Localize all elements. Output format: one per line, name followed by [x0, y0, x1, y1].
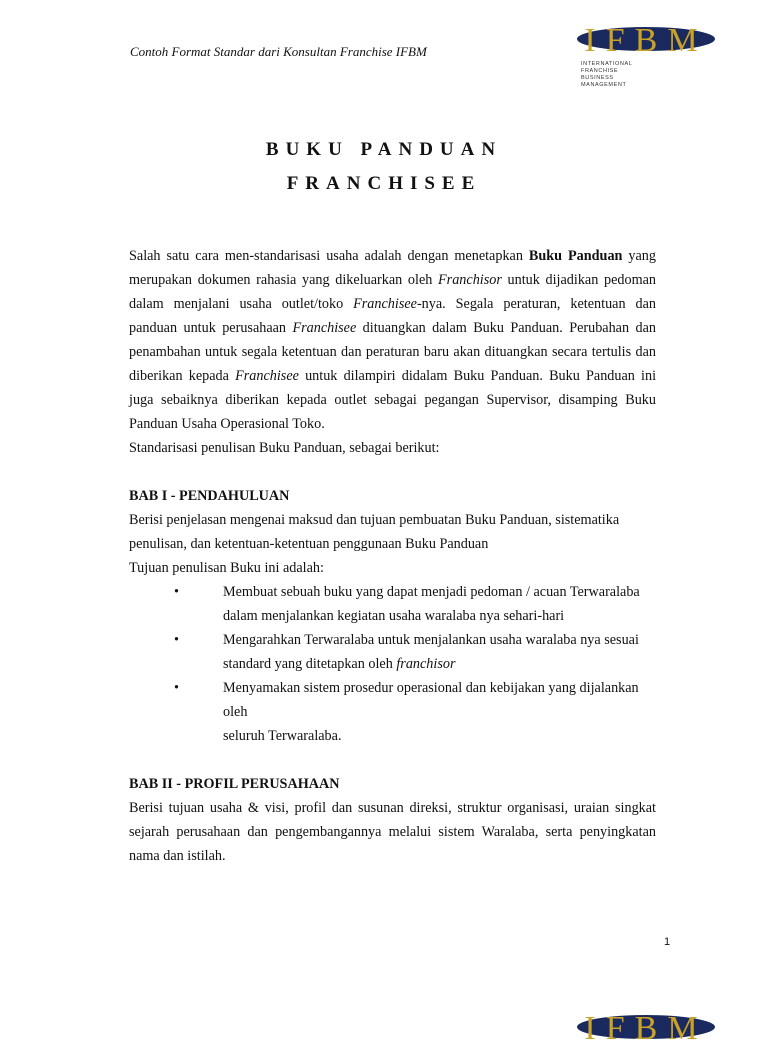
page-number: 1	[664, 936, 671, 948]
list-item: • Mengarahkan Terwaralaba untuk menjalankan usaha waralaba nya sesuai standard yang ditetapkan oleh franchisor	[129, 628, 656, 676]
bab1-heading: BAB I - PENDAHULUAN	[129, 488, 290, 504]
bab1-description-line2: penulisan, dan ketentuan-ketentuan penggunaan Buku Panduan	[129, 536, 489, 552]
bab1-bullet-list	[129, 580, 656, 748]
ifbm-logo-graphic	[576, 18, 716, 58]
bab2-heading: BAB II - PROFIL PERUSAHAAN	[129, 776, 340, 792]
document-body	[129, 244, 656, 868]
ifbm-logo-graphic	[576, 1006, 716, 1046]
document-title-line2: FRANCHISEE	[286, 173, 482, 194]
intro-paragraph: Salah satu cara men-standarisasi usaha adalah dengan menetapkan Buku Panduan yang merupakan dokumen rahasia yang dikeluarkan oleh Franchisor untuk dijadikan pedoman dalam menjalani usaha outlet/toko Franchisee-nya. Segala peraturan, ketentuan dan panduan untuk perusahaan Franchisee dituangkan dalam Buku Panduan. Perubahan dan penambahan untuk segala ketentuan dan peraturan baru akan dituangkan secara tertulis dan diberikan kepada Franchisee untuk dilampiri didalam Buku Panduan. Buku Panduan ini juga sebaiknya diberikan kepada outlet sebagai pegangan Supervisor, disamping Buku Panduan Usaha Operasional Toko.	[129, 248, 657, 432]
list-item: • Membuat sebuah buku yang dapat menjadi pedoman / acuan Terwaralaba dalam menjalankan kegiatan usaha waralaba nya sehari-hari	[129, 580, 656, 628]
logo-text: IFBM	[584, 22, 708, 59]
bab1-purpose-intro: Tujuan penulisan Buku ini adalah:	[129, 560, 324, 576]
bullet-icon: •	[174, 632, 179, 648]
ifbm-logo	[576, 18, 716, 89]
svg-text:IFBM: IFBM	[584, 1010, 708, 1047]
bab1-description-line1: Berisi penjelasan mengenai maksud dan tujuan pembuatan Buku Panduan, sistematika	[129, 512, 620, 528]
next-page-logo	[576, 1006, 716, 1047]
list-item: • Menyamakan sistem prosedur operasional dan kebijakan yang dijalankan oleh seluruh Terwaralaba.	[129, 676, 656, 748]
standardization-line: Standarisasi penulisan Buku Panduan, sebagai berikut:	[129, 440, 440, 456]
bab2-description: Berisi tujuan usaha & visi, profil dan susunan direksi, struktur organisasi, uraian singkat sejarah perusahaan dan pengembangannya melalui sistem Waralaba, serta penyingkatan nama dan istilah.	[129, 800, 656, 864]
bullet-icon: •	[174, 584, 179, 600]
bullet-icon: •	[174, 680, 179, 696]
header-note: Contoh Format Standar dari Konsultan Franchise IFBM	[130, 44, 427, 59]
document-title-line1: BUKU PANDUAN	[265, 139, 503, 160]
logo-subtitle: INTERNATIONAL FRANCHISE BUSINESS MANAGEMENT	[581, 61, 633, 88]
